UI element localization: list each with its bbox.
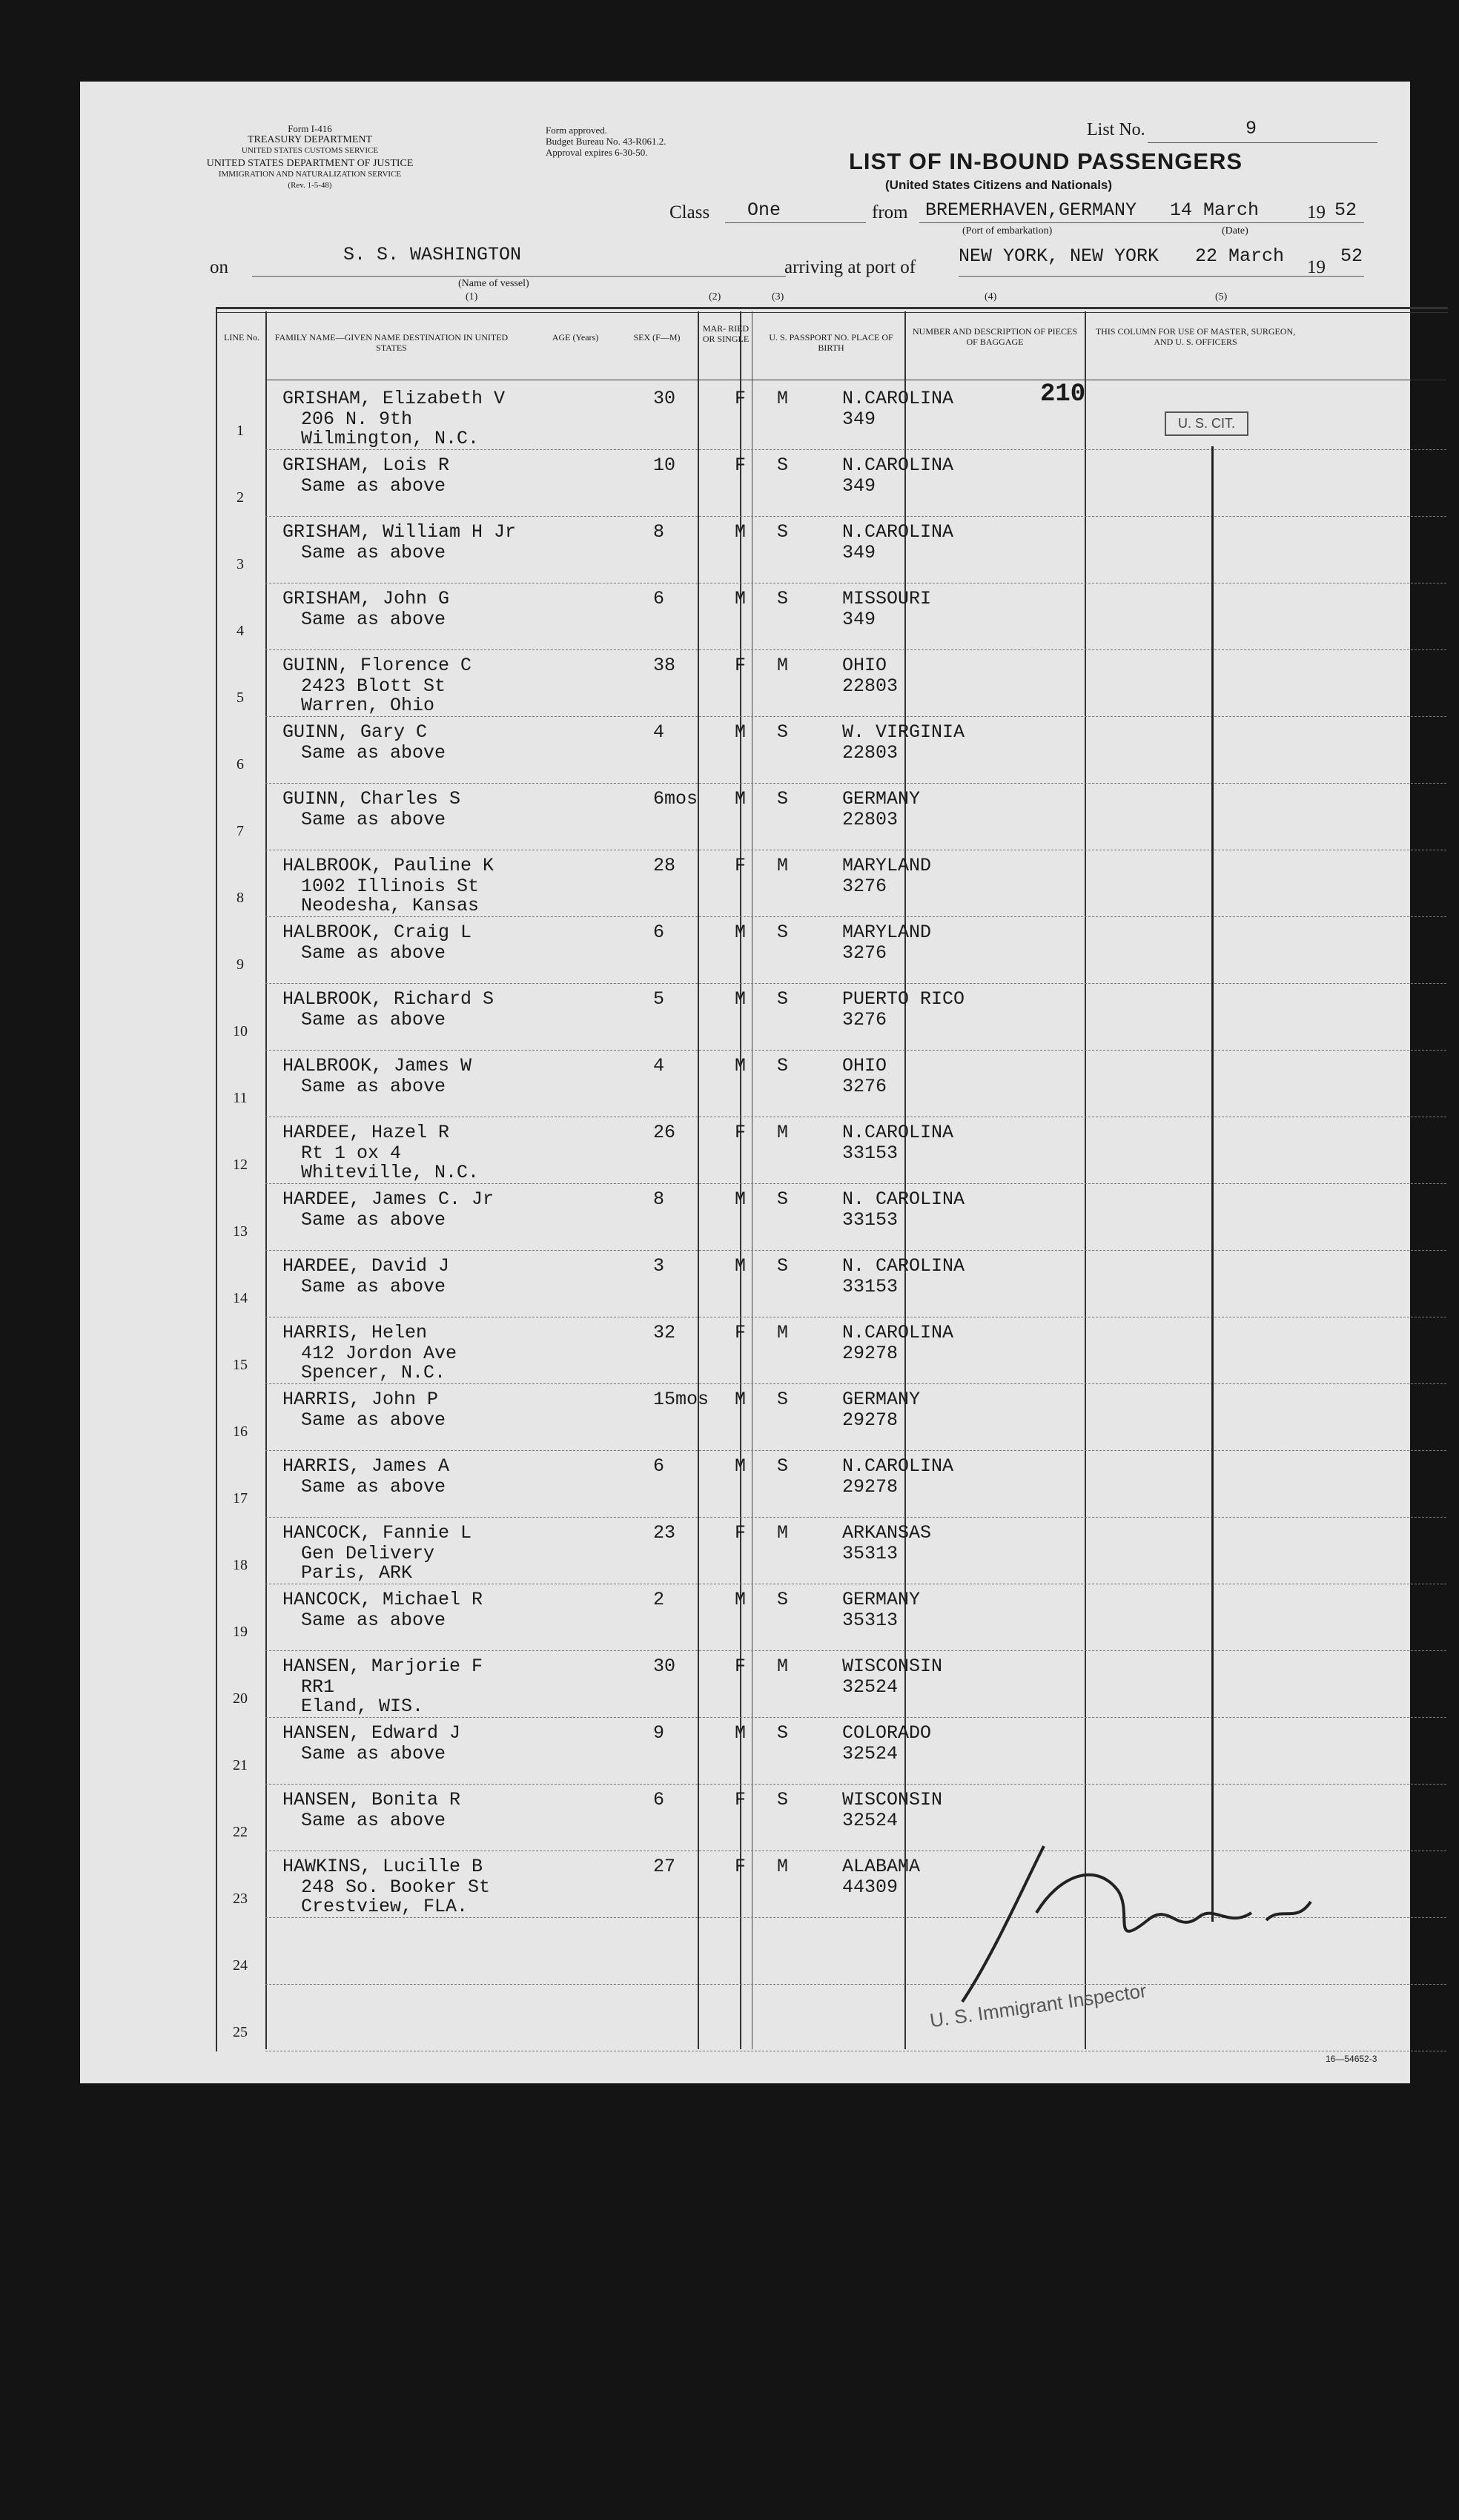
age-value: 10: [653, 454, 676, 476]
sex-value: M: [735, 988, 747, 1010]
approval-block: [546, 125, 666, 158]
destination-line-1: 2423 Blott St: [301, 675, 446, 697]
passenger-name: HARDEE, David J: [282, 1255, 450, 1277]
citizen-bracket-line: [1211, 446, 1214, 1922]
marital-status: M: [777, 1856, 789, 1877]
passenger-name: GUINN, Charles S: [282, 788, 461, 810]
list-no-label: List No.: [1087, 120, 1145, 139]
passenger-name: HANCOCK, Michael R: [282, 1589, 483, 1610]
place-of-birth: N. CAROLINA: [842, 1255, 965, 1277]
form-id-block: [199, 123, 421, 156]
passenger-name: HALBROOK, Craig L: [282, 922, 472, 943]
list-no-value: 9: [1245, 118, 1257, 139]
line-number: 2: [236, 489, 244, 506]
line-number: 23: [233, 1891, 248, 1907]
ins-title: IMMIGRATION AND NATURALIZATION SERVICE: [218, 170, 402, 179]
line-number: 3: [236, 556, 244, 572]
passport-number: 3276: [842, 942, 887, 964]
destination-line-2: Spencer, N.C.: [301, 1362, 446, 1383]
destination-line-2: Paris, ARK: [301, 1562, 413, 1584]
sex-value: F: [735, 855, 747, 876]
marital-status: S: [777, 454, 789, 476]
place-of-birth: PUERTO RICO: [842, 988, 965, 1010]
line-number: 14: [233, 1290, 248, 1306]
passport-number: 33153: [842, 1142, 899, 1164]
col-header-baggage: NUMBER AND DESCRIPTION OF PIECES OF BAGGAGE: [912, 326, 1078, 347]
passenger-manifest-sheet: [80, 82, 1410, 2083]
marital-status: S: [777, 721, 789, 743]
sex-value: M: [735, 521, 747, 543]
passport-number: 29278: [842, 1476, 899, 1498]
destination-line-1: Same as above: [301, 1276, 446, 1297]
place-of-birth: WISCONSIN: [842, 1656, 943, 1677]
age-value: 4: [653, 721, 665, 743]
sex-value: F: [735, 1122, 747, 1143]
form-footer: 16—54652-3: [1326, 2054, 1377, 2064]
table-row: [216, 1185, 1446, 1251]
destination-line-1: Same as above: [301, 742, 446, 764]
place-of-birth: N. CAROLINA: [842, 1188, 965, 1210]
arrival-year-prefix: 19: [1307, 257, 1326, 277]
passenger-name: HALBROOK, Richard S: [282, 988, 494, 1010]
marital-status: M: [777, 388, 789, 409]
date-caption-1: (Date): [1222, 225, 1248, 237]
line-number: 6: [236, 756, 244, 773]
destination-line-1: Same as above: [301, 1009, 446, 1031]
passenger-name: GRISHAM, John G: [282, 588, 450, 609]
passenger-name: HANSEN, Bonita R: [282, 1789, 461, 1810]
passport-number: 3276: [842, 1009, 887, 1031]
marital-status: S: [777, 1389, 789, 1410]
destination-line-1: Same as above: [301, 1209, 446, 1231]
line-number: 12: [233, 1157, 248, 1173]
col-num-1: (1): [466, 291, 478, 302]
marital-status: S: [777, 788, 789, 810]
us-citizen-stamp: U. S. CIT.: [1165, 411, 1248, 436]
class-label: Class: [669, 202, 710, 222]
passport-number: 22803: [842, 742, 899, 764]
arrival-date: 22 March: [1195, 245, 1285, 267]
place-of-birth: N.CAROLINA: [842, 521, 954, 543]
destination-line-1: 206 N. 9th: [301, 409, 413, 430]
age-value: 30: [653, 1656, 676, 1677]
sex-value: F: [735, 1522, 747, 1544]
table-row: [216, 451, 1446, 517]
sex-value: M: [735, 1255, 747, 1277]
vessel-caption: (Name of vessel): [458, 278, 529, 289]
marital-status: S: [777, 1789, 789, 1810]
col-num-2: (2): [709, 291, 721, 302]
line-number: 15: [233, 1357, 248, 1373]
destination-line-2: Crestview, FLA.: [301, 1896, 469, 1917]
table-row: [216, 517, 1446, 584]
col-header-line-no: LINE No.: [224, 332, 259, 343]
marital-status: M: [777, 1122, 789, 1143]
place-of-birth: GERMANY: [842, 788, 921, 810]
destination-line-1: Same as above: [301, 1610, 446, 1631]
from-port: BREMERHAVEN,GERMANY: [925, 199, 1137, 221]
passport-number: 22803: [842, 809, 899, 830]
line-number: 11: [233, 1090, 248, 1106]
line-number: 13: [233, 1223, 248, 1240]
form-approved: Form approved.: [546, 125, 608, 136]
col-header-age: AGE (Years): [552, 332, 599, 343]
table-row: [216, 1518, 1446, 1585]
passenger-name: HARRIS, Helen: [282, 1322, 428, 1343]
marital-status: S: [777, 988, 789, 1010]
port-embarkation-caption: (Port of embarkation): [962, 225, 1053, 237]
sex-value: F: [735, 1789, 747, 1810]
line-number: 18: [233, 1557, 248, 1573]
passenger-name: HALBROOK, James W: [282, 1055, 472, 1077]
passport-number: 32524: [842, 1810, 899, 1831]
place-of-birth: MISSOURI: [842, 588, 932, 609]
table-row: [216, 1585, 1446, 1652]
approval-expires: Approval expires 6-30-50.: [546, 147, 648, 158]
marital-status: S: [777, 1589, 789, 1610]
passenger-name: HARRIS, John P: [282, 1389, 439, 1410]
table-row: [216, 1385, 1446, 1452]
destination-line-2: Neodesha, Kansas: [301, 895, 480, 916]
place-of-birth: OHIO: [842, 655, 887, 676]
age-value: 30: [653, 388, 676, 409]
marital-status: S: [777, 1188, 789, 1210]
table-row: [216, 718, 1446, 784]
age-value: 38: [653, 655, 676, 676]
line-number: 9: [236, 956, 244, 973]
budget-bureau: Budget Bureau No. 43-R061.2.: [546, 136, 666, 147]
destination-line-2: Warren, Ohio: [301, 695, 435, 716]
passport-number: 44309: [842, 1876, 899, 1898]
doj-title: UNITED STATES DEPARTMENT OF JUSTICE: [206, 158, 414, 169]
col-header-officers: THIS COLUMN FOR USE OF MASTER, SURGEON, AND U. S. OFFICERS: [1095, 326, 1296, 347]
table-row: [216, 985, 1446, 1051]
baggage-total: 210: [1040, 380, 1086, 409]
marital-status: M: [777, 1522, 789, 1544]
sex-value: M: [735, 788, 747, 810]
passenger-name: HANSEN, Marjorie F: [282, 1656, 483, 1677]
place-of-birth: ALABAMA: [842, 1856, 921, 1877]
destination-line-1: RR1: [301, 1676, 335, 1698]
passport-number: 3276: [842, 1076, 887, 1097]
destination-line-1: Rt 1 ox 4: [301, 1142, 402, 1164]
destination-line-1: Same as above: [301, 609, 446, 630]
passenger-name: HALBROOK, Pauline K: [282, 855, 494, 876]
line-number: 4: [236, 623, 244, 639]
destination-line-1: Same as above: [301, 1810, 446, 1831]
place-of-birth: N.CAROLINA: [842, 1455, 954, 1477]
destination-line-1: Same as above: [301, 542, 446, 563]
line-number: 1: [236, 423, 244, 439]
inspector-signature: [947, 1831, 1392, 2024]
sex-value: M: [735, 1589, 747, 1610]
marital-status: S: [777, 588, 789, 609]
destination-line-2: Whiteville, N.C.: [301, 1162, 480, 1183]
destination-line-2: Eland, WIS.: [301, 1696, 424, 1717]
passenger-name: GUINN, Florence C: [282, 655, 472, 676]
col-header-married: MAR- RIED OR SINGLE: [702, 323, 750, 344]
destination-line-1: Same as above: [301, 1743, 446, 1765]
col-header-passport: U. S. PASSPORT NO. PLACE OF BIRTH: [769, 332, 893, 353]
age-value: 8: [653, 521, 665, 543]
place-of-birth: N.CAROLINA: [842, 454, 954, 476]
age-value: 9: [653, 1722, 665, 1744]
line-number: 19: [233, 1624, 248, 1640]
sex-value: M: [735, 1188, 747, 1210]
destination-line-1: Same as above: [301, 942, 446, 964]
age-value: 4: [653, 1055, 665, 1077]
age-value: 2: [653, 1589, 665, 1610]
line-number: 20: [233, 1690, 248, 1707]
passport-number: 33153: [842, 1209, 899, 1231]
sex-value: F: [735, 1856, 747, 1877]
place-of-birth: MARYLAND: [842, 855, 932, 876]
col-header-name: FAMILY NAME—GIVEN NAME DESTINATION IN UNITED STATES: [274, 332, 509, 353]
table-row: [216, 380, 1446, 451]
destination-line-1: Same as above: [301, 1476, 446, 1498]
form-number: Form I-416: [288, 123, 332, 134]
marital-status: M: [777, 855, 789, 876]
destination-line-1: 248 So. Booker St: [301, 1876, 491, 1898]
place-of-birth: GERMANY: [842, 1589, 921, 1610]
passenger-name: HARDEE, Hazel R: [282, 1122, 450, 1143]
col-header-sex: SEX (F—M): [633, 332, 681, 343]
sex-value: M: [735, 1455, 747, 1477]
place-of-birth: W. VIRGINIA: [842, 721, 965, 743]
marital-status: S: [777, 1455, 789, 1477]
line-number: 16: [233, 1423, 248, 1440]
marital-status: S: [777, 1722, 789, 1744]
passenger-name: GRISHAM, William H Jr: [282, 521, 517, 543]
passport-number: 32524: [842, 1743, 899, 1765]
table-row: [216, 1652, 1446, 1719]
passport-number: 35313: [842, 1543, 899, 1564]
from-date: 14 March: [1170, 199, 1260, 221]
marital-status: M: [777, 655, 789, 676]
revision: (Rev. 1-5-48): [288, 181, 332, 190]
line-number: 17: [233, 1490, 248, 1507]
table-row: [216, 1318, 1446, 1385]
class-value: One: [747, 199, 781, 221]
age-value: 3: [653, 1255, 665, 1277]
place-of-birth: MARYLAND: [842, 922, 932, 943]
destination-line-1: Gen Delivery: [301, 1543, 435, 1564]
from-year-prefix: 19: [1307, 202, 1326, 222]
table-row: [216, 1719, 1446, 1785]
place-of-birth: GERMANY: [842, 1389, 921, 1410]
line-number: 25: [233, 2024, 248, 2040]
passport-number: 33153: [842, 1276, 899, 1297]
age-value: 26: [653, 1122, 676, 1143]
line-number: 8: [236, 890, 244, 906]
age-value: 6: [653, 1789, 665, 1810]
line-number: 24: [233, 1957, 248, 1974]
vessel-name: S. S. WASHINGTON: [343, 244, 522, 265]
marital-status: S: [777, 1255, 789, 1277]
destination-line-2: Wilmington, N.C.: [301, 428, 480, 449]
table-row: [216, 1251, 1446, 1318]
doj-block: [199, 158, 421, 191]
customs-service: UNITED STATES CUSTOMS SERVICE: [241, 146, 379, 155]
arrival-port: NEW YORK, NEW YORK: [959, 245, 1159, 267]
sex-value: F: [735, 1656, 747, 1677]
passport-number: 349: [842, 409, 876, 430]
line-number: 5: [236, 689, 244, 706]
sex-value: M: [735, 1055, 747, 1077]
place-of-birth: N.CAROLINA: [842, 388, 954, 409]
passport-number: 349: [842, 609, 876, 630]
sex-value: M: [735, 1389, 747, 1410]
destination-line-1: Same as above: [301, 475, 446, 497]
place-of-birth: N.CAROLINA: [842, 1322, 954, 1343]
passport-number: 29278: [842, 1409, 899, 1431]
sex-value: F: [735, 1322, 747, 1343]
sex-value: F: [735, 655, 747, 676]
passport-number: 32524: [842, 1676, 899, 1698]
passenger-name: HANCOCK, Fannie L: [282, 1522, 472, 1544]
passenger-name: HAWKINS, Lucille B: [282, 1856, 483, 1877]
destination-line-1: 1002 Illinois St: [301, 876, 480, 897]
page-subtitle: (United States Citizens and Nationals): [885, 178, 1113, 192]
passport-number: 3276: [842, 876, 887, 897]
place-of-birth: N.CAROLINA: [842, 1122, 954, 1143]
line-number: 7: [236, 823, 244, 839]
line-number: 10: [233, 1023, 248, 1039]
destination-line-1: Same as above: [301, 1076, 446, 1097]
age-value: 6: [653, 922, 665, 943]
table-row: [216, 1051, 1446, 1118]
sex-value: F: [735, 454, 747, 476]
table-row: [216, 1452, 1446, 1518]
place-of-birth: COLORADO: [842, 1722, 932, 1744]
marital-status: S: [777, 521, 789, 543]
passport-number: 29278: [842, 1343, 899, 1364]
table-row: [216, 851, 1446, 918]
place-of-birth: ARKANSAS: [842, 1522, 932, 1544]
arriving-label: arriving at port of: [784, 257, 916, 277]
marital-status: S: [777, 1055, 789, 1077]
passenger-name: GUINN, Gary C: [282, 721, 428, 743]
destination-line-1: Same as above: [301, 809, 446, 830]
passenger-name: GRISHAM, Lois R: [282, 454, 450, 476]
treasury-dept: TREASURY DEPARTMENT: [247, 134, 373, 145]
age-value: 5: [653, 988, 665, 1010]
place-of-birth: WISCONSIN: [842, 1789, 943, 1810]
table-row: [216, 784, 1446, 851]
passport-number: 349: [842, 475, 876, 497]
sex-value: F: [735, 388, 747, 409]
col-num-5: (5): [1215, 291, 1228, 302]
passport-number: 22803: [842, 675, 899, 697]
page-title: LIST OF IN-BOUND PASSENGERS: [849, 148, 1243, 174]
age-value: 6: [653, 1455, 665, 1477]
age-value: 28: [653, 855, 676, 876]
age-value: 6mos: [653, 788, 698, 810]
table-row: [216, 584, 1446, 651]
table-row: [216, 1118, 1446, 1185]
col-num-4: (4): [985, 291, 997, 302]
age-value: 8: [653, 1188, 665, 1210]
passenger-name: HARRIS, James A: [282, 1455, 450, 1477]
destination-line-1: 412 Jordon Ave: [301, 1343, 457, 1364]
from-year: 52: [1334, 199, 1357, 221]
sex-value: M: [735, 1722, 747, 1744]
age-value: 6: [653, 588, 665, 609]
line-number: 22: [233, 1824, 248, 1840]
age-value: 15mos: [653, 1389, 709, 1410]
age-value: 32: [653, 1322, 676, 1343]
marital-status: S: [777, 922, 789, 943]
from-label: from: [872, 202, 908, 222]
inspector-caption: U. S. Immigrant Inspector: [928, 1979, 1148, 2032]
age-value: 23: [653, 1522, 676, 1544]
sex-value: M: [735, 721, 747, 743]
passport-number: 35313: [842, 1610, 899, 1631]
age-value: 27: [653, 1856, 676, 1877]
table-row: [216, 651, 1446, 718]
passport-number: 349: [842, 542, 876, 563]
on-label: on: [210, 257, 228, 277]
marital-status: M: [777, 1322, 789, 1343]
table-row: [216, 918, 1446, 985]
place-of-birth: OHIO: [842, 1055, 887, 1077]
passenger-name: HANSEN, Edward J: [282, 1722, 461, 1744]
marital-status: M: [777, 1656, 789, 1677]
line-number: 21: [233, 1757, 248, 1773]
passenger-name: HARDEE, James C. Jr: [282, 1188, 494, 1210]
arrival-year: 52: [1340, 245, 1363, 267]
sex-value: M: [735, 588, 747, 609]
destination-line-1: Same as above: [301, 1409, 446, 1431]
passenger-name: GRISHAM, Elizabeth V: [282, 388, 506, 409]
col-num-3: (3): [772, 291, 784, 302]
sex-value: M: [735, 922, 747, 943]
